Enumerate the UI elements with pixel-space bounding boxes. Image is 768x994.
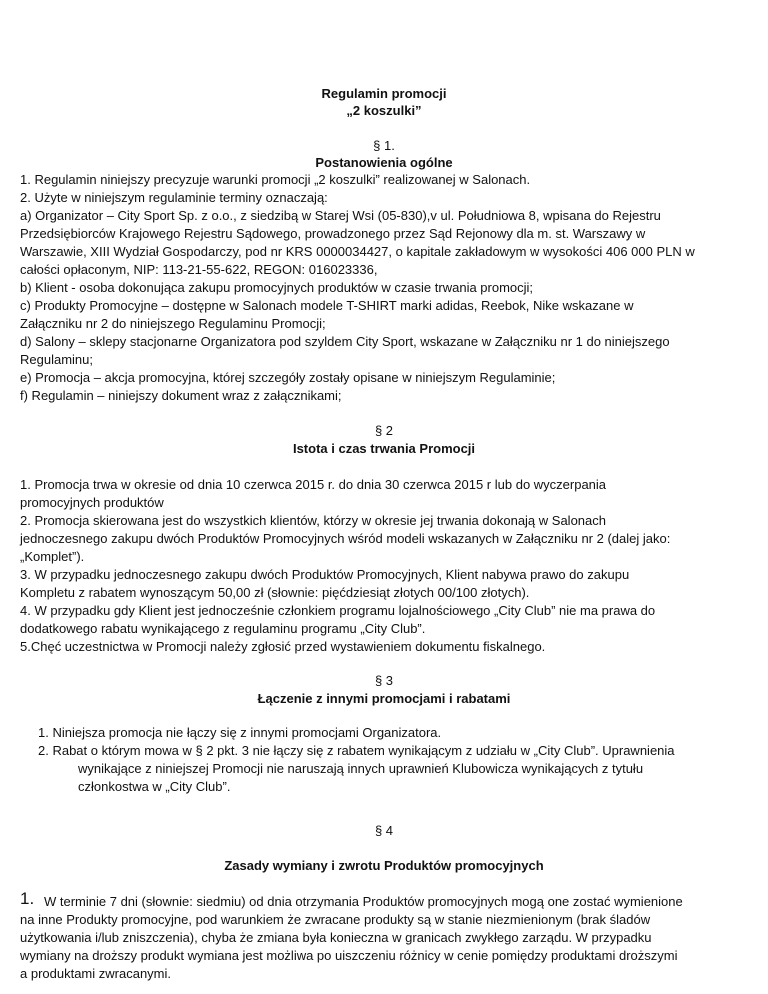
section-4-line: użytkowania i/lub zniszczenia), chyba że zmiana była konieczna w granicach zwykłego zarządu. W przypadku	[20, 930, 652, 945]
section-1-line: Regulaminu;	[20, 352, 93, 367]
section-3-line: 2. Rabat o którym mowa w § 2 pkt. 3 nie łączy się z rabatem wynikającym z udziału w „City Club”. Uprawnienia	[38, 743, 675, 758]
section-2-line: jednoczesnego zakupu dwóch Produktów Promocyjnych wśród modeli wskazanych w Załączniku nr 2 (dalej jako:	[20, 531, 671, 546]
section-2-heading: Istota i czas trwania Promocji	[292, 441, 476, 456]
section-1-line: d) Salony – sklepy stacjonarne Organizatora pod szyldem City Sport, wskazane w Załączniku nr 1 do niniejszego	[20, 334, 670, 349]
section-1-line: b) Klient - osoba dokonująca zakupu promocyjnych produktów w czasie trwania promocji;	[20, 280, 534, 295]
section-1-line: Przedsiębiorców Krajowego Rejestru Sądowego, prowadzonego przez Sąd Rejonowy dla m. st. Warszawy w	[20, 226, 646, 241]
section-4-item-number: 1.	[20, 889, 35, 908]
section-4-line: wymiany na droższy produkt wymiana jest możliwa po uiszczeniu różnicy w cenie pomiędzy produktami droższymi	[20, 948, 678, 963]
section-4-number: § 4	[374, 823, 394, 838]
section-4-line: W terminie 7 dni (słownie: siedmiu) od dnia otrzymania Produktów promocyjnych mogą one zostać wymienione	[44, 894, 683, 909]
section-3-number: § 3	[374, 673, 394, 688]
section-1-line: e) Promocja – akcja promocyjna, której szczegóły zostały opisane w niniejszym Regulaminie;	[20, 370, 556, 385]
section-4-line: na inne Produkty promocyjne, pod warunkiem że zwracane produkty są w stanie niezmienionym (brak śladów	[20, 912, 651, 927]
section-3-line: członkostwa w „City Club”.	[78, 779, 231, 794]
section-3-heading: Łączenie z innymi promocjami i rabatami	[257, 691, 511, 706]
section-1-line: 1. Regulamin niniejszy precyzuje warunki promocji „2 koszulki” realizowanej w Salonach.	[20, 172, 531, 187]
section-2-line: 1. Promocja trwa w okresie od dnia 10 czerwca 2015 r. do dnia 30 czerwca 2015 r lub do wyczerpania	[20, 477, 607, 492]
section-2-line: promocyjnych produktów	[20, 495, 164, 510]
section-2-line: 2. Promocja skierowana jest do wszystkich klientów, którzy w okresie jej trwania dokonają w Salonach	[20, 513, 606, 528]
section-2-line: dodatkowego rabatu wynikającego z regulaminu programu „City Club”.	[20, 621, 426, 636]
section-2-line: Kompletu z rabatem wynoszącym 50,00 zł (słownie: pięćdziesiąt złotych 00/100 złotych).	[20, 585, 530, 600]
section-1-heading: Postanowienia ogólne	[315, 155, 453, 170]
section-4-heading: Zasady wymiany i zwrotu Produktów promocyjnych	[224, 858, 544, 873]
section-1-line: f) Regulamin – niniejszy dokument wraz z załącznikami;	[20, 388, 342, 403]
section-3-line: wynikające z niniejszej Promocji nie naruszają innych uprawnień Klubowicza wynikających z tytułu	[78, 761, 644, 776]
section-2-number: § 2	[374, 423, 394, 438]
section-1-line: całości opłaconym, NIP: 113-21-55-622, REGON: 016023336,	[20, 262, 378, 277]
document-title: Regulamin promocji	[321, 86, 447, 101]
section-1-line: a) Organizator – City Sport Sp. z o.o., z siedzibą w Starej Wsi (05-830),v ul. Południowa 8, wpisana do Rejestru	[20, 208, 661, 223]
section-1-line: Załączniku nr 2 do niniejszego Regulaminu Promocji;	[20, 316, 326, 331]
section-2-line: 3. W przypadku jednoczesnego zakupu dwóch Produktów Promocyjnych, Klient nabywa prawo do zakupu	[20, 567, 630, 582]
section-2-line: 5.Chęć uczestnictwa w Promocji należy zgłosić przed wystawieniem dokumentu fiskalnego.	[20, 639, 546, 654]
section-4-line: a produktami zwracanymi.	[20, 966, 171, 981]
section-1-line: Warszawie, XIII Wydział Gospodarczy, pod nr KRS 0000034427, o kapitale zakładowym w wysokości 406 000 PLN w	[20, 244, 695, 259]
section-3-line: 1. Niniejsza promocja nie łączy się z innymi promocjami Organizatora.	[38, 725, 442, 740]
section-2-line: 4. W przypadku gdy Klient jest jednocześnie członkiem programu lojalnościowego „City Club” nie ma prawa do	[20, 603, 656, 618]
section-1-line: 2. Użyte w niniejszym regulaminie terminy oznaczają:	[20, 190, 328, 205]
document-subtitle: „2 koszulki”	[346, 103, 422, 118]
section-1-line: c) Produkty Promocyjne – dostępne w Salonach modele T-SHIRT marki adidas, Reebok, Nike wskazane w	[20, 298, 634, 313]
section-2-line: „Komplet”).	[20, 549, 85, 564]
section-1-number: § 1.	[373, 138, 395, 153]
